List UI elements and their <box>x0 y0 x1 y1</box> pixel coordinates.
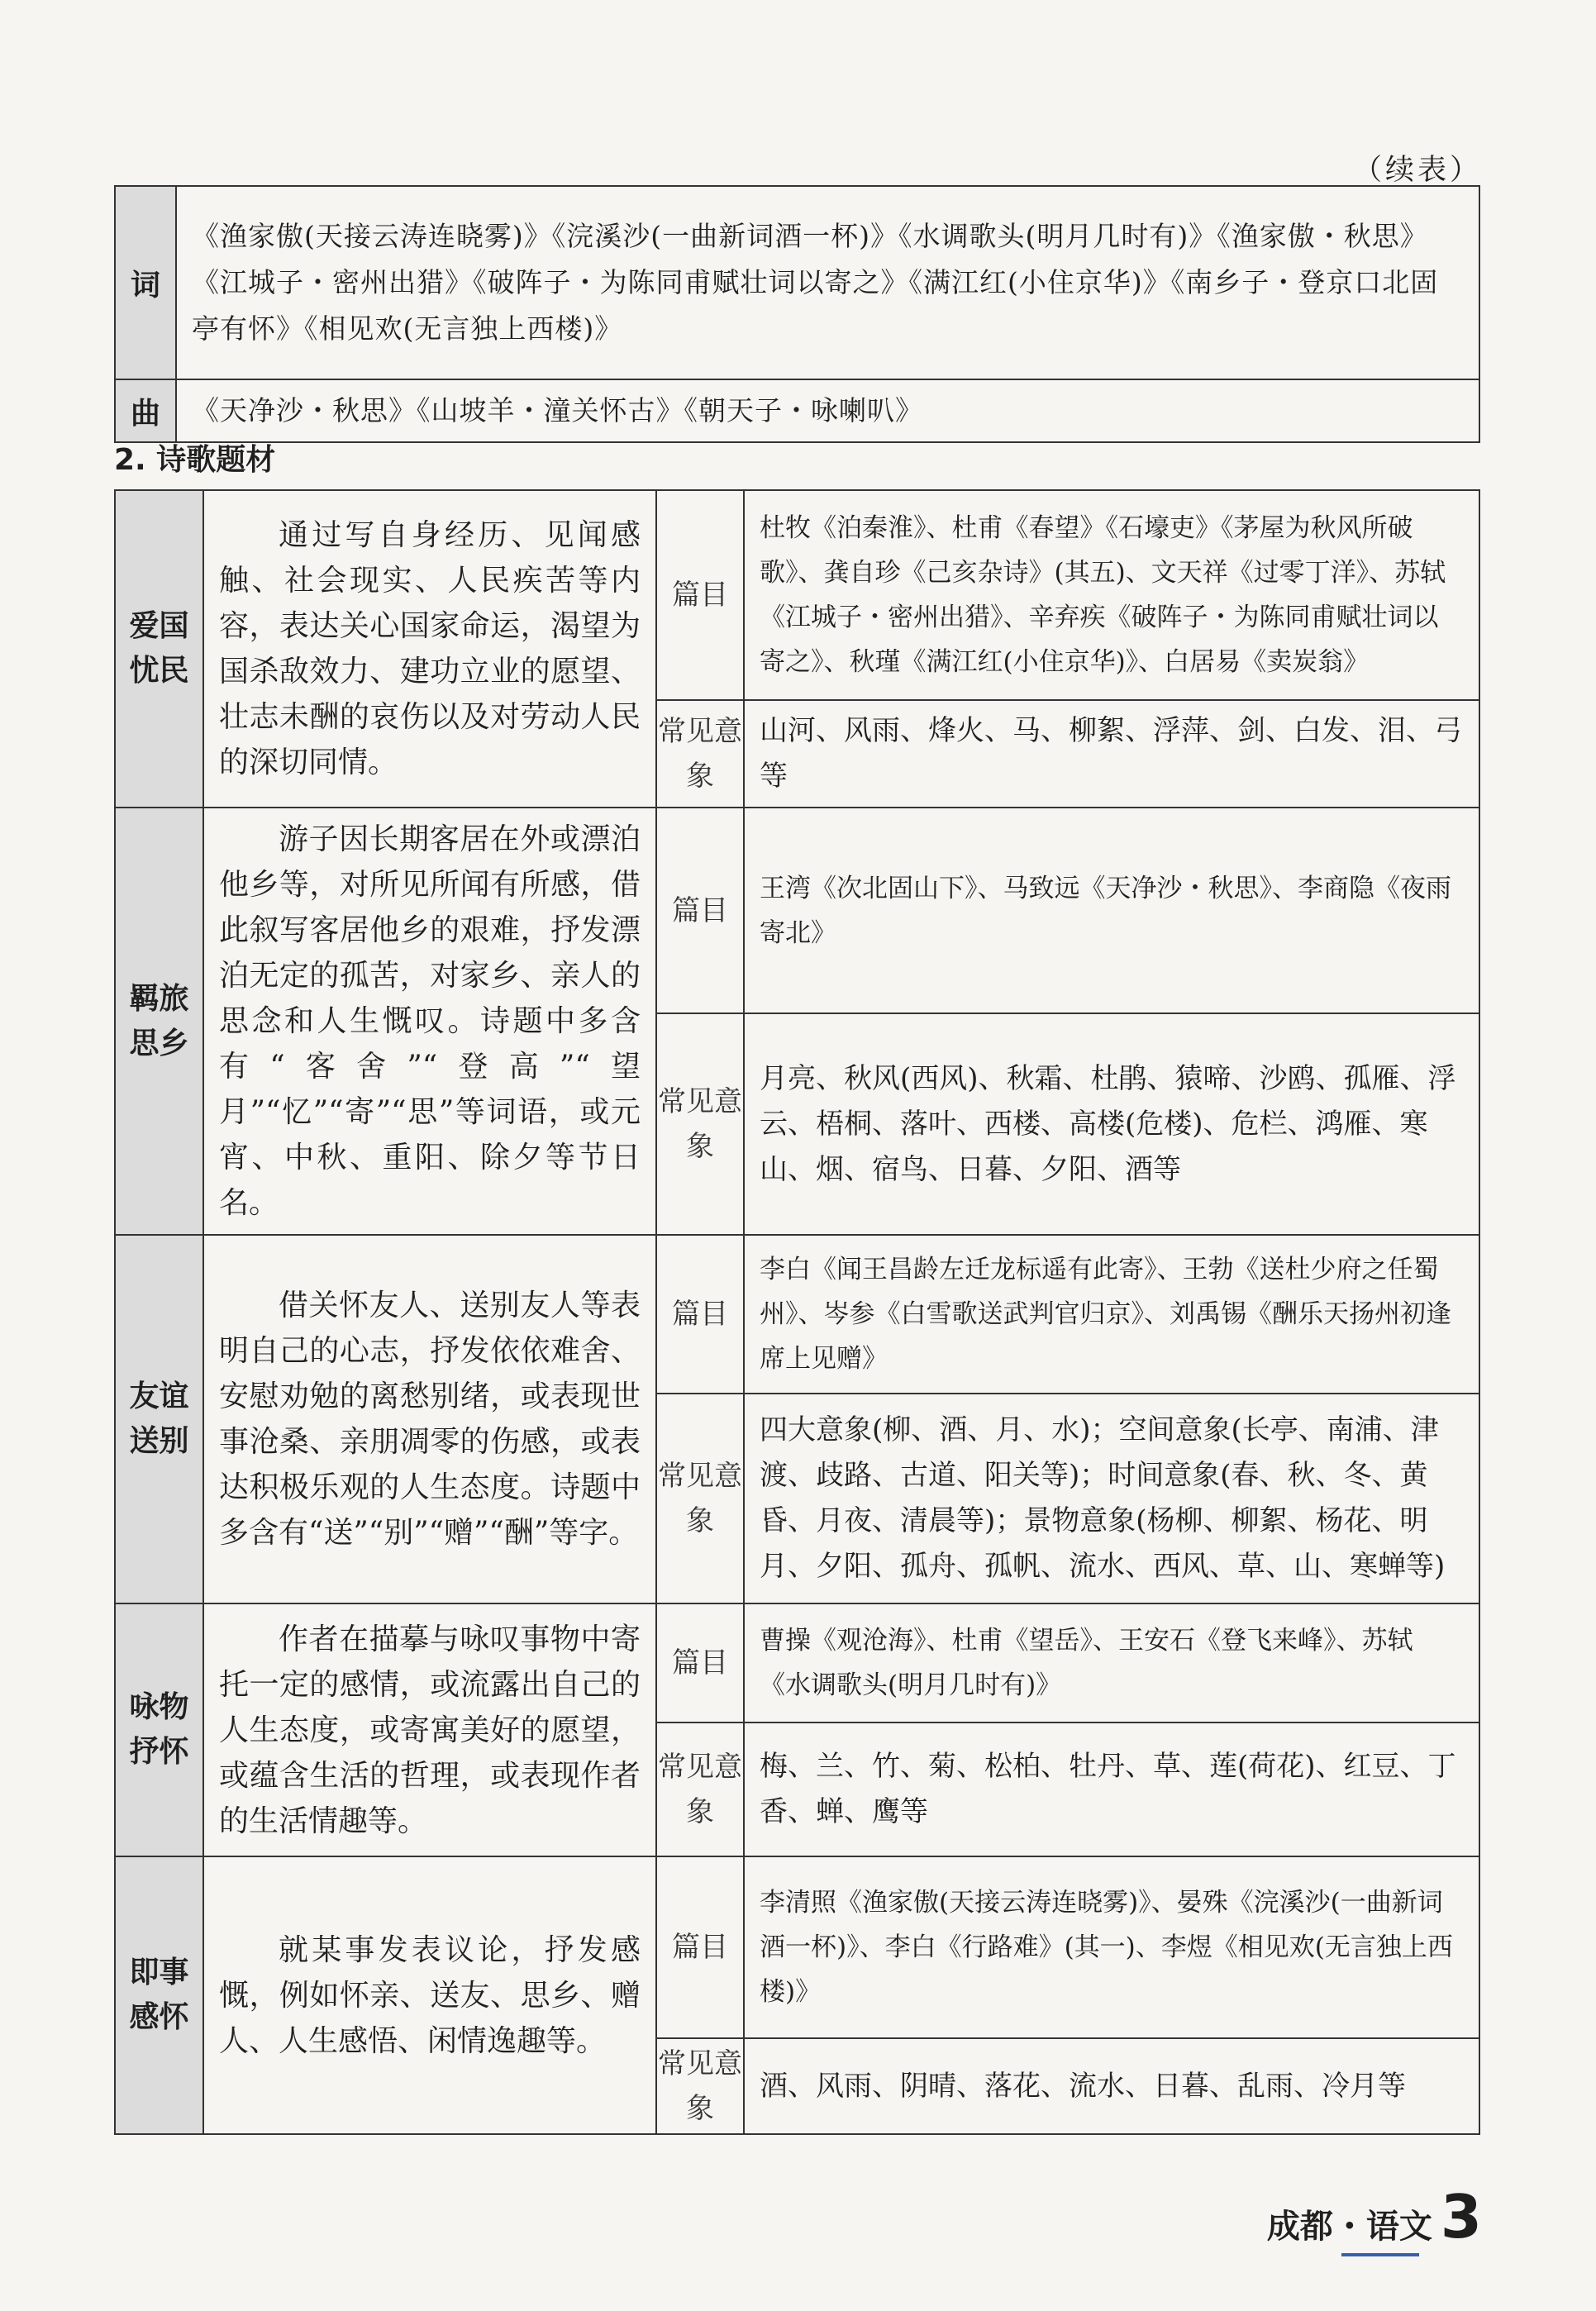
imagery-label: 常见意象 <box>656 2038 744 2134</box>
page-number: 3 <box>1440 2182 1482 2251</box>
table-row <box>115 1235 1479 1394</box>
theme-description: 通过写自身经历、见闻感触、社会现实、人民疾苦等内容，表达关心国家命运，渴望为国杀敌效力、建功立业的愿望、壮志未酬的哀伤以及对劳动人民的深切同情。 <box>203 490 656 808</box>
works-label: 篇目 <box>656 808 744 1013</box>
theme-works: 李白《闻王昌龄左迁龙标遥有此寄》、王勃《送杜少府之任蜀州》、岑参《白雪歌送武判官归京》、刘禹锡《酬乐天扬州初逢席上见赠》 <box>744 1235 1479 1394</box>
table-row <box>115 379 1479 442</box>
theme-description: 游子因长期客居在外或漂泊他乡等，对所见所闻有所感，借此叙写客居他乡的艰难，抒发漂泊无定的孤苦，对家乡、亲人的思念和人生慨叹。诗题中多含有“客舍”“登高”“望月”“忆”“寄”“思”等词语，或元宵、中秋、重阳、除夕等节日名。 <box>203 808 656 1235</box>
genre-category: 词 <box>115 186 176 379</box>
footer-underline <box>1341 2253 1419 2256</box>
theme-imagery: 梅、兰、竹、菊、松柏、牡丹、草、莲(荷花)、红豆、丁香、蝉、鹰等 <box>744 1723 1479 1856</box>
theme-table <box>114 489 1480 2135</box>
works-label: 篇目 <box>656 1603 744 1723</box>
theme-works: 杜牧《泊秦淮》、杜甫《春望》《石壕吏》《茅屋为秋风所破歌》、龚自珍《己亥杂诗》(其五)、文天祥《过零丁洋》、苏轼《江城子・密州出猎》、辛弃疾《破阵子・为陈同甫赋壮词以寄之》、秋瑾《满江红(小住京华)》、白居易《卖炭翁》 <box>744 490 1479 700</box>
works-label: 篇目 <box>656 490 744 700</box>
section-title: 2. 诗歌题材 <box>114 443 276 477</box>
theme-works: 王湾《次北固山下》、马致远《天净沙・秋思》、李商隐《夜雨寄北》 <box>744 808 1479 1013</box>
table-row <box>115 1603 1479 1723</box>
theme-description: 就某事发表议论，抒发感慨，例如怀亲、送友、思乡、赠人、人生感悟、闲情逸趣等。 <box>203 1856 656 2134</box>
theme-name: 友谊送别 <box>115 1235 203 1603</box>
theme-imagery: 山河、风雨、烽火、马、柳絮、浮萍、剑、白发、泪、弓等 <box>744 700 1479 808</box>
genre-works: 《天净沙・秋思》《山坡羊・潼关怀古》《朝天子・咏喇叭》 <box>176 379 1479 442</box>
theme-name: 羁旅思乡 <box>115 808 203 1235</box>
imagery-label: 常见意象 <box>656 700 744 808</box>
imagery-label: 常见意象 <box>656 1723 744 1856</box>
works-label: 篇目 <box>656 1856 744 2038</box>
table-row <box>115 1856 1479 2038</box>
theme-works: 李清照《渔家傲(天接云涛连晓雾)》、晏殊《浣溪沙(一曲新词酒一杯)》、李白《行路难》(其一)、李煜《相见欢(无言独上西楼)》 <box>744 1856 1479 2038</box>
theme-imagery: 月亮、秋风(西风)、秋霜、杜鹃、猿啼、沙鸥、孤雁、浮云、梧桐、落叶、西楼、高楼(危楼)、危栏、鸿雁、寒山、烟、宿鸟、日暮、夕阳、酒等 <box>744 1013 1479 1235</box>
imagery-label: 常见意象 <box>656 1013 744 1235</box>
continued-note: （续表） <box>1352 154 1482 187</box>
theme-imagery: 四大意象(柳、酒、月、水)；空间意象(长亭、南浦、津渡、歧路、古道、阳关等)；时间意象(春、秋、冬、黄昏、月夜、清晨等)；景物意象(杨柳、柳絮、杨花、明月、夕阳、孤舟、孤帆、流水、西风、草、山、寒蝉等) <box>744 1394 1479 1603</box>
table-row <box>115 186 1479 379</box>
genre-category: 曲 <box>115 379 176 442</box>
genre-works: 《渔家傲(天接云涛连晓雾)》《浣溪沙(一曲新词酒一杯)》《水调歌头(明月几时有)》《渔家傲・秋思》《江城子・密州出猎》《破阵子・为陈同甫赋壮词以寄之》《满江红(小住京华)》《南乡子・登京口北固亭有怀》《相见欢(无言独上西楼)》 <box>176 186 1479 379</box>
theme-description: 作者在描摹与咏叹事物中寄托一定的感情，或流露出自己的人生态度，或寄寓美好的愿望，或蕴含生活的哲理，或表现作者的生活情趣等。 <box>203 1603 656 1856</box>
theme-name: 爱国忧民 <box>115 490 203 808</box>
works-label: 篇目 <box>656 1235 744 1394</box>
page-footer <box>1267 2182 1482 2251</box>
genre-table <box>114 185 1480 443</box>
theme-description: 借关怀友人、送别友人等表明自己的心志，抒发依依难舍、安慰劝勉的离愁别绪，或表现世事沧桑、亲朋凋零的伤感，或表达积极乐观的人生态度。诗题中多含有“送”“别”“赠”“酬”等字。 <box>203 1235 656 1603</box>
footer-text: 成都・语文 <box>1266 2208 1432 2246</box>
table-row <box>115 490 1479 700</box>
theme-name: 即事感怀 <box>115 1856 203 2134</box>
imagery-label: 常见意象 <box>656 1394 744 1603</box>
table-row <box>115 808 1479 1013</box>
theme-name: 咏物抒怀 <box>115 1603 203 1856</box>
theme-works: 曹操《观沧海》、杜甫《望岳》、王安石《登飞来峰》、苏轼《水调歌头(明月几时有)》 <box>744 1603 1479 1723</box>
theme-imagery: 酒、风雨、阴晴、落花、流水、日暮、乱雨、冷月等 <box>744 2038 1479 2134</box>
